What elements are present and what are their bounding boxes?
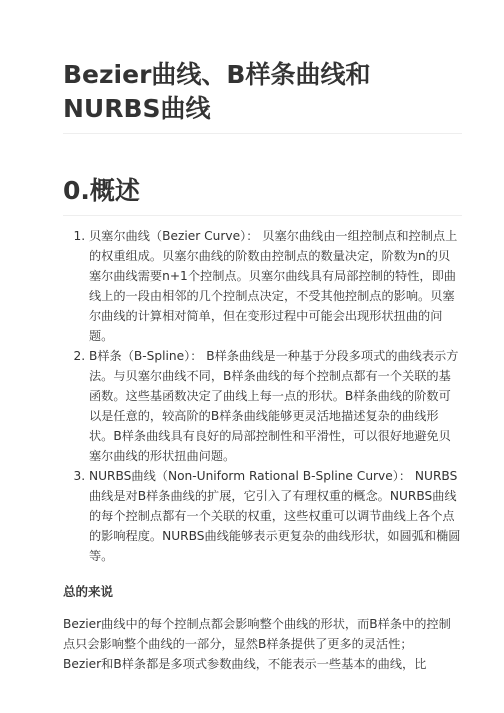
title-divider	[63, 133, 462, 134]
overview-list	[63, 226, 462, 566]
list-item-bezier: 1. 贝塞尔曲线（Bezier Curve）： 贝塞尔曲线由一组控制点和控制点上的权重组成。贝塞尔曲线的阶数由控制点的数量决定，阶数为n的贝塞尔曲线需要n+1个控制点。贝塞尔曲线具有局部控制的特性，即曲线上的一段由相邻的几个控制点决定，不受其他控制点的影响。贝塞尔曲线的计算相对简单，但在变形过程中可能会出现形状扭曲的问题。	[89, 226, 462, 346]
document-title: Bezier曲线、B样条曲线和NURBS曲线	[63, 60, 371, 123]
list-item-bspline: 2. B样条（B-Spline）： B样条曲线是一种基于分段多项式的曲线表示方法。与贝塞尔曲线不同，B样条曲线的每个控制点都有一个关联的基函数。这些基函数决定了曲线上每一点的形状。B样条曲线的阶数可以是任意的，较高阶的B样条曲线能够更灵活地描述复杂的曲线形状。B样条曲线具有良好的局部控制性和平滑性，可以很好地避免贝塞尔曲线的形状扭曲问题。	[89, 346, 462, 466]
section-heading-overview: 0.概述	[63, 176, 140, 205]
summary-heading: 总的来说	[63, 584, 114, 599]
list-item-nurbs: 3. NURBS曲线（Non-Uniform Rational B-Spline Curve）： NURBS曲线是对B样条曲线的扩展，它引入了有理权重的概念。NURBS曲线的每个控制点都有一个关联的权重，这些权重可以调节曲线上各个点的影响程度。NURBS曲线能够表示更复杂的曲线形状，如圆弧和椭圆等。	[89, 466, 462, 566]
summary-paragraph: Bezier和B样条都是多项式参数曲线，不能表示一些基本的曲线，比	[63, 657, 427, 671]
summary-paragraph: Bezier曲线中的每个控制点都会影响整个曲线的形状，而B样条中的控制点只会影响整个曲线的一部分，显然B样条提供了更多的灵活性；	[63, 617, 451, 651]
section-divider	[63, 215, 462, 216]
